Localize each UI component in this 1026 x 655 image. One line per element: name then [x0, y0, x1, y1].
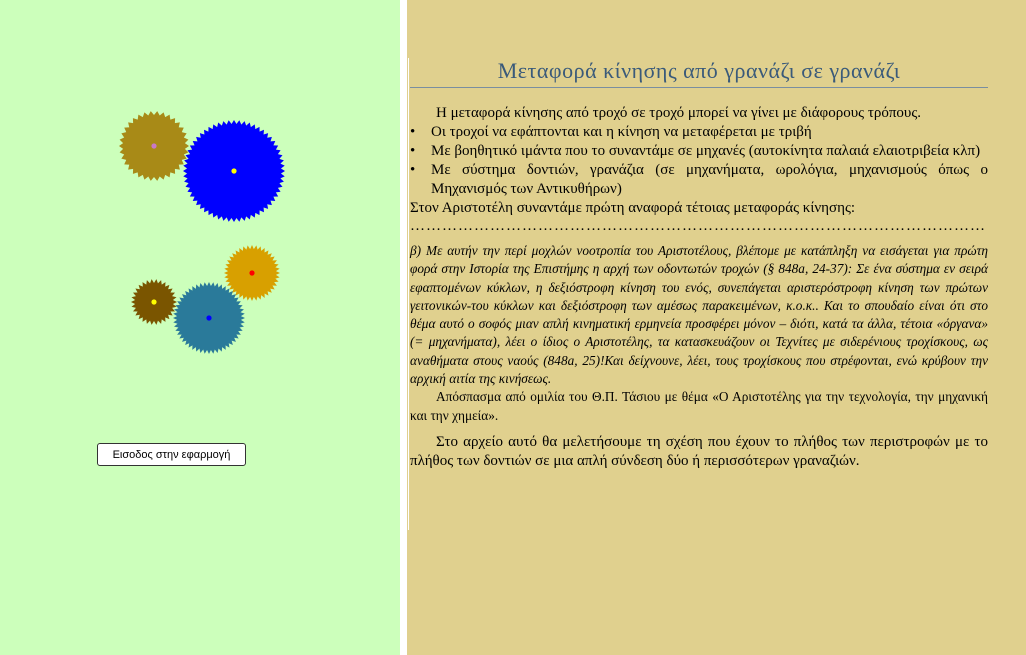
- bullet-icon: •: [410, 143, 416, 159]
- intro-paragraph: Η μεταφορά κίνησης από τροχό σε τροχό μπορεί να γίνει με διάφορους τρόπους.: [436, 105, 922, 121]
- aristotle-paragraph: Στον Αριστοτέλη συναντάμε πρώτη αναφορά τέτοιας μεταφοράς κίνησης:: [410, 200, 856, 216]
- gear-blue-center-point[interactable]: [231, 168, 236, 173]
- list-item: [410, 142, 988, 161]
- gear-teal-center-point[interactable]: [206, 315, 211, 320]
- pane-divider: [400, 0, 407, 655]
- applet-panel: [0, 0, 400, 655]
- gear-teal[interactable]: [173, 282, 245, 354]
- quote-source: Απόσπασμα από ομιλία του Θ.Π. Τάσιου με θέμα «Ο Αριστοτέλης για την τεχνολογία, την μηχανική και την χημεία».: [410, 389, 988, 423]
- gear-gold-center-point[interactable]: [249, 270, 254, 275]
- transmission-methods-list: [410, 123, 988, 199]
- aristotle-quote: β) Με αυτήν την περί μοχλών νοοτροπία του Αριστοτέλους, βλέπομε με κατάπληξη να εισάγεται για πρώτη φορά στην Ιστορία της Επιστήμης η αρχή των οδοντωτών τροχών (§ 848a, 24-37): Σε ένα σύστημα εν σειρά εφαπτομένων κύκλων, η δεξιόστροφη κίνηση του ενός, συνεπάγεται αριστερόστροφη κίνηση των πρώτων γειτονικών-του κύκλων και δεξιόστροφη των αμέσως παρακειμένων, κ.ο.κ.. Και το σπουδαίο είναι ότι στο θέμα αυτό ο σοφός μιαν απλή κινηματική ερμηνεία προσφέρει μόνον – διότι, κατά τα άλλα, τέτοια «όργανα» (= μηχανήματα), λέει ο ίδιος ο Αριστοτέλης, τα κατασκευάζουν οι Τεχνίτες με σιδερένιους τροχίσκους, ως αναθήματα στους ναούς (848a, 25)!Και δείχνουνε, λέει, τους τροχίσκους που στρέφονται, ενώ κρύβουν την αρχική αιτία της κινήσεως.: [410, 243, 988, 387]
- gear-olive[interactable]: [119, 111, 189, 181]
- bullet-icon: •: [410, 124, 416, 140]
- gear-brown[interactable]: [131, 279, 177, 325]
- gear-olive-center-point[interactable]: [151, 143, 156, 148]
- list-item-text: Με σύστημα δοντιών, γρανάζια (σε μηχανήματα, ωρολόγια, μηχανισμούς όπως ο Μηχανισμός των Αντικυθήρων): [431, 162, 988, 197]
- list-item: [410, 161, 988, 199]
- article-body: [410, 104, 988, 471]
- gear-blue[interactable]: [183, 120, 285, 222]
- gear-brown-center-point[interactable]: [151, 299, 156, 304]
- study-paragraph: Στο αρχείο αυτό θα μελετήσουμε τη σχέση που έχουν το πλήθος των περιστροφών με το πλήθος των δοντιών σε μια απλή σύνδεση δύο ή περισσότερων γραναζιών.: [410, 433, 988, 469]
- enter-application-button[interactable]: Εισοδος στην εφαρμογή: [97, 443, 246, 466]
- gears-canvas[interactable]: [0, 0, 400, 400]
- list-item-text: Με βοηθητικό ιμάντα που το συναντάμε σε μηχανές (αυτοκίνητα παλαιά ελαιοτριβεία κλπ): [431, 143, 981, 159]
- content-left-border: [408, 58, 409, 530]
- bullet-icon: •: [410, 162, 416, 178]
- list-item: [410, 123, 988, 142]
- dotted-separator: ………………………………………………………………………………………………: [410, 218, 986, 234]
- list-item-text: Οι τροχοί να εφάπτονται και η κίνηση να μεταφέρεται με τριβή: [431, 124, 812, 140]
- page-title: Μεταφορά κίνησης από γρανάζι σε γρανάζι: [497, 58, 901, 83]
- title-underline: [410, 87, 988, 88]
